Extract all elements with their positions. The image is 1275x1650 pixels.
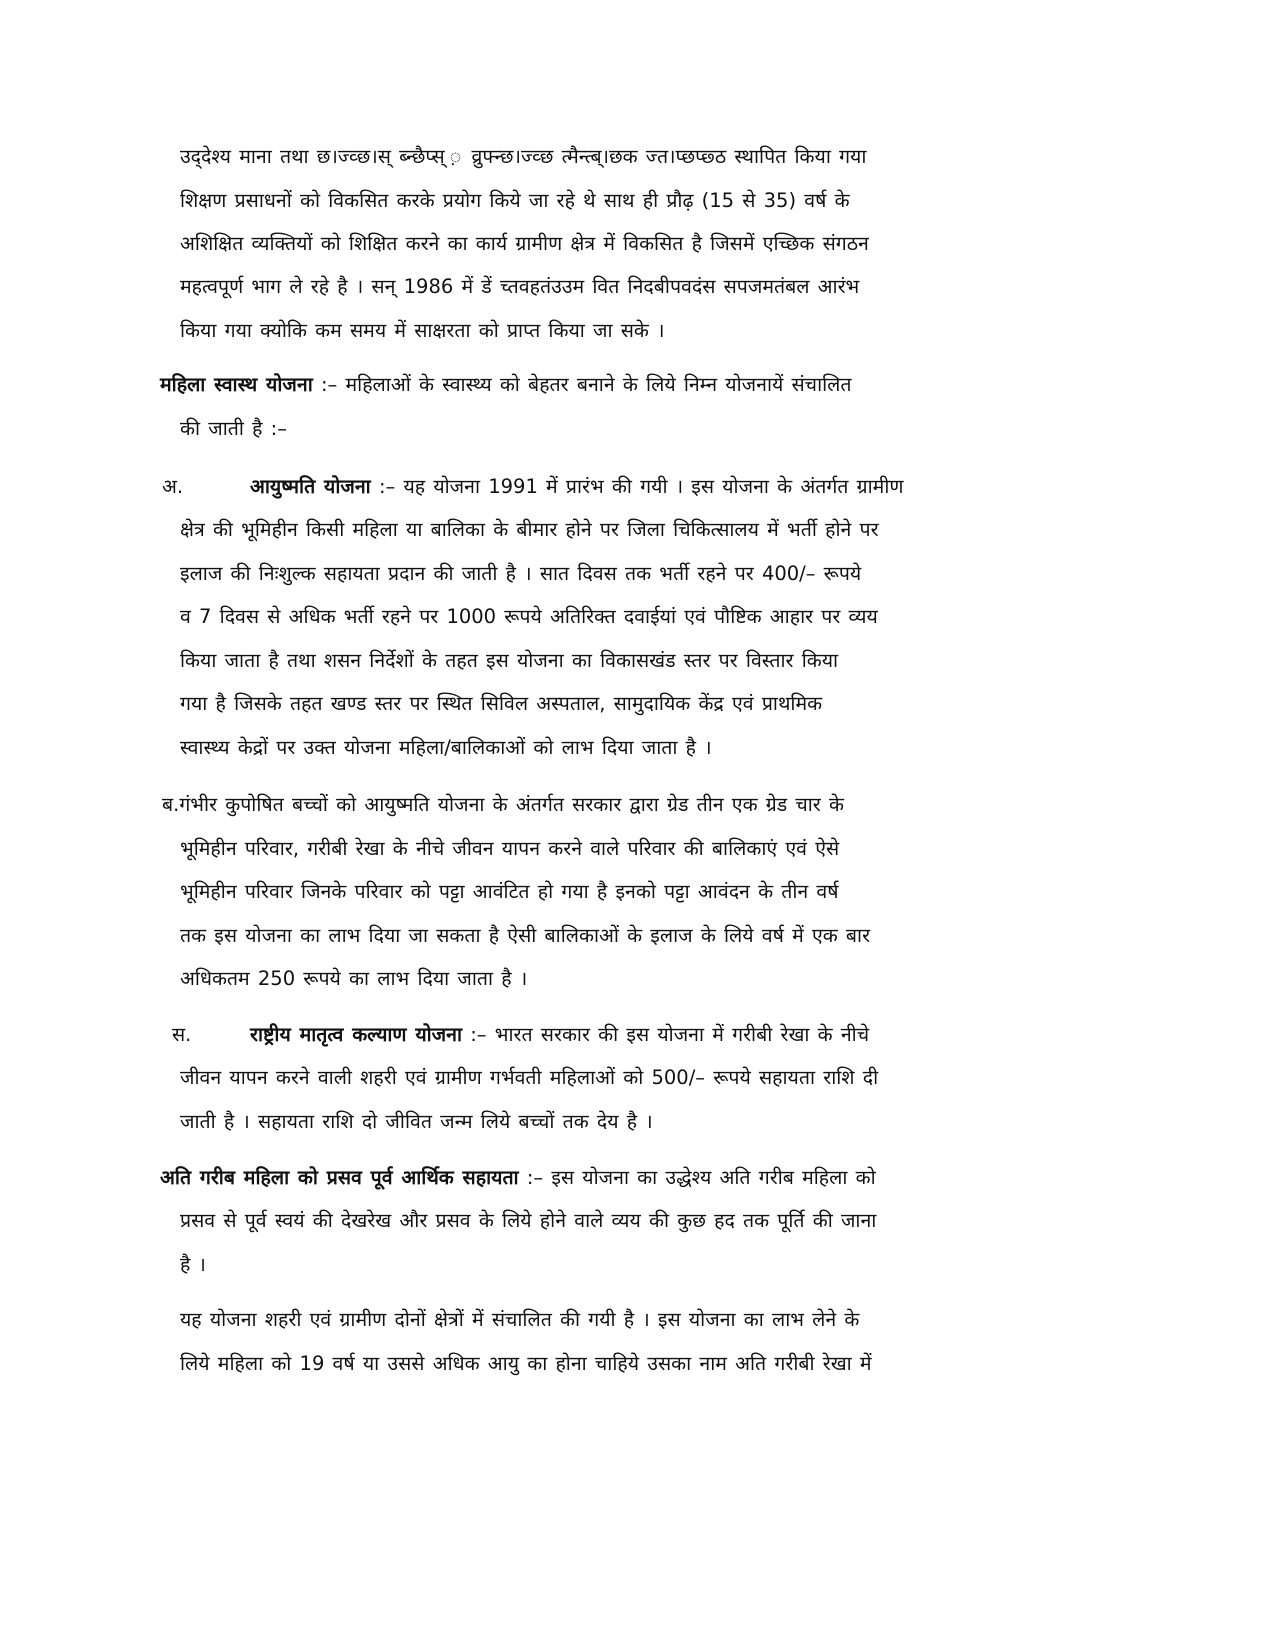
ati-garib-line-1 (160, 1164, 876, 1192)
kuposhit-line-1: ब.गंभीर कुपोषित बच्चों को आयुष्मति योजना के अंतर्गत सरकार द्वारा ग्रेड तीन एक ग्रेड चार के (162, 793, 844, 816)
mahila-swasthya-text: :– महिलाओं के स्वास्थ्य को बेहतर बनाने के लिये निम्न योजनायें संचालित (320, 373, 852, 396)
intro-line-3: अशिक्षित व्यक्तियों को शिक्षित करने का कार्य ग्रामीण क्षेत्र में विकसित है जिसमें एच्छिक संगठन (180, 232, 869, 255)
ayushmati-heading: आयुष्मति योजना (250, 475, 371, 498)
ati-garib-line-2: प्रसव से पूर्व स्वयं की देखरेख और प्रसव के लिये होने वाले व्यय की कुछ हद तक पूर्ति की जाना (180, 1209, 877, 1232)
matritva-line-1 (250, 1021, 869, 1049)
intro-line-4: महत्वपूर्ण भाग ले रहे है । सन् 1986 में डें च्तवहतंउउम वित निदबीपवदंस सपजमतंबल आरंभ (180, 275, 860, 298)
list-marker-sa: स. (172, 1023, 192, 1046)
ayushmati-line-7: स्वास्थ्य केद्रों पर उक्त योजना महिला/बालिकाओं को लाभ दिया जाता है । (180, 736, 712, 759)
kuposhit-line-3: भूमिहीन परिवार जिनके परिवार को पट्टा आवंटित हो गया है इनको पट्टा आवंदन के तीन वर्ष (180, 880, 839, 903)
intro-line-5: किया गया क्योकि कम समय में साक्षरता को प्राप्त किया जा सके । (180, 319, 665, 342)
mahila-swasthya-line-1 (160, 371, 852, 399)
matritva-heading: राष्ट्रीय मातृत्व कल्याण योजना (250, 1023, 463, 1046)
ayushmati-line-1 (250, 473, 903, 501)
kuposhit-line-4: तक इस योजना का लाभ दिया जा सकता है ऐसी बालिकाओं के इलाज के लिये वर्ष में एक बार (180, 924, 871, 947)
matritva-line-2: जीवन यापन करने वाली शहरी एवं ग्रामीण गर्भवती महिलाओं को 500/– रूपये सहायता राशि दी (180, 1066, 879, 1089)
ayushmati-text: :– यह योजना 1991 में प्रारंभ की गयी । इस योजना के अंतर्गत ग्रामीण (378, 475, 904, 498)
ayushmati-line-3: इलाज की निःशुल्क सहायता प्रदान की जाती है । सात दिवस तक भर्ती रहने पर 400/– रूपये (180, 562, 862, 585)
final-line-2: लिये महिला को 19 वर्ष या उससे अधिक आयु का होना चाहिये उसका नाम अति गरीबी रेखा में (180, 1352, 872, 1375)
ati-garib-text: :– इस योजना का उद्धेश्य अति गरीब महिला को (526, 1166, 876, 1189)
intro-line-2: शिक्षण प्रसाधनों को विकसित करके प्रयोग किये जा रहे थे साथ ही प्रौढ़ (15 से 35) वर्ष के (180, 189, 850, 212)
ati-garib-line-3: है । (180, 1253, 206, 1276)
matritva-text: :– भारत सरकार की इस योजना में गरीबी रेखा के नीचे (470, 1023, 870, 1046)
mahila-swasthya-heading: महिला स्वास्थ योजना (160, 373, 313, 396)
matritva-line-3: जाती है । सहायता राशि दो जीवित जन्म लिये बच्चों तक देय है । (180, 1110, 653, 1133)
intro-line-1: उद्‌देश्य माना तथा छ।ज्व्छ।स् ब्न्छैप्स् ़ व्रुफ्न्छ।ज्व्छ त्मैन्त्ब्।छक ज्त।प्छप्छ्ठ स्थापित किया गया (180, 145, 867, 168)
mahila-swasthya-line-2: की जाती है :– (180, 417, 287, 440)
ayushmati-line-4: व 7 दिवस से अधिक भर्ती रहने पर 1000 रूपये अतिरिक्त दवाईयां एवं पौष्टिक आहार पर व्यय (180, 605, 878, 628)
kuposhit-line-5: अधिकतम 250 रूपये का लाभ दिया जाता है । (180, 967, 528, 990)
ayushmati-line-2: क्षेत्र की भूमिहीन किसी महिला या बालिका के बीमार होने पर जिला चिकित्सालय में भर्ती होने पर (180, 518, 879, 541)
kuposhit-line-2: भूमिहीन परिवार, गरीबी रेखा के नीचे जीवन यापन करने वाले परिवार की बालिकाएं एवं ऐसे (180, 837, 840, 860)
list-marker-a: अ. (162, 475, 184, 498)
final-line-1: यह योजना शहरी एवं ग्रामीण दोनों क्षेत्रों में संचालित की गयी है । इस योजना का लाभ लेने के (180, 1308, 860, 1331)
ayushmati-line-6: गया है जिसके तहत खण्ड स्तर पर स्थित सिविल अस्पताल, सामुदायिक केंद्र एवं प्राथमिक (180, 692, 823, 715)
ayushmati-line-5: किया जाता है तथा शसन निर्देशों के तहत इस योजना का विकासखंड स्तर पर विस्तार किया (180, 649, 839, 672)
ati-garib-heading: अति गरीब महिला को प्रसव पूर्व आर्थिक सहायता (160, 1166, 519, 1189)
